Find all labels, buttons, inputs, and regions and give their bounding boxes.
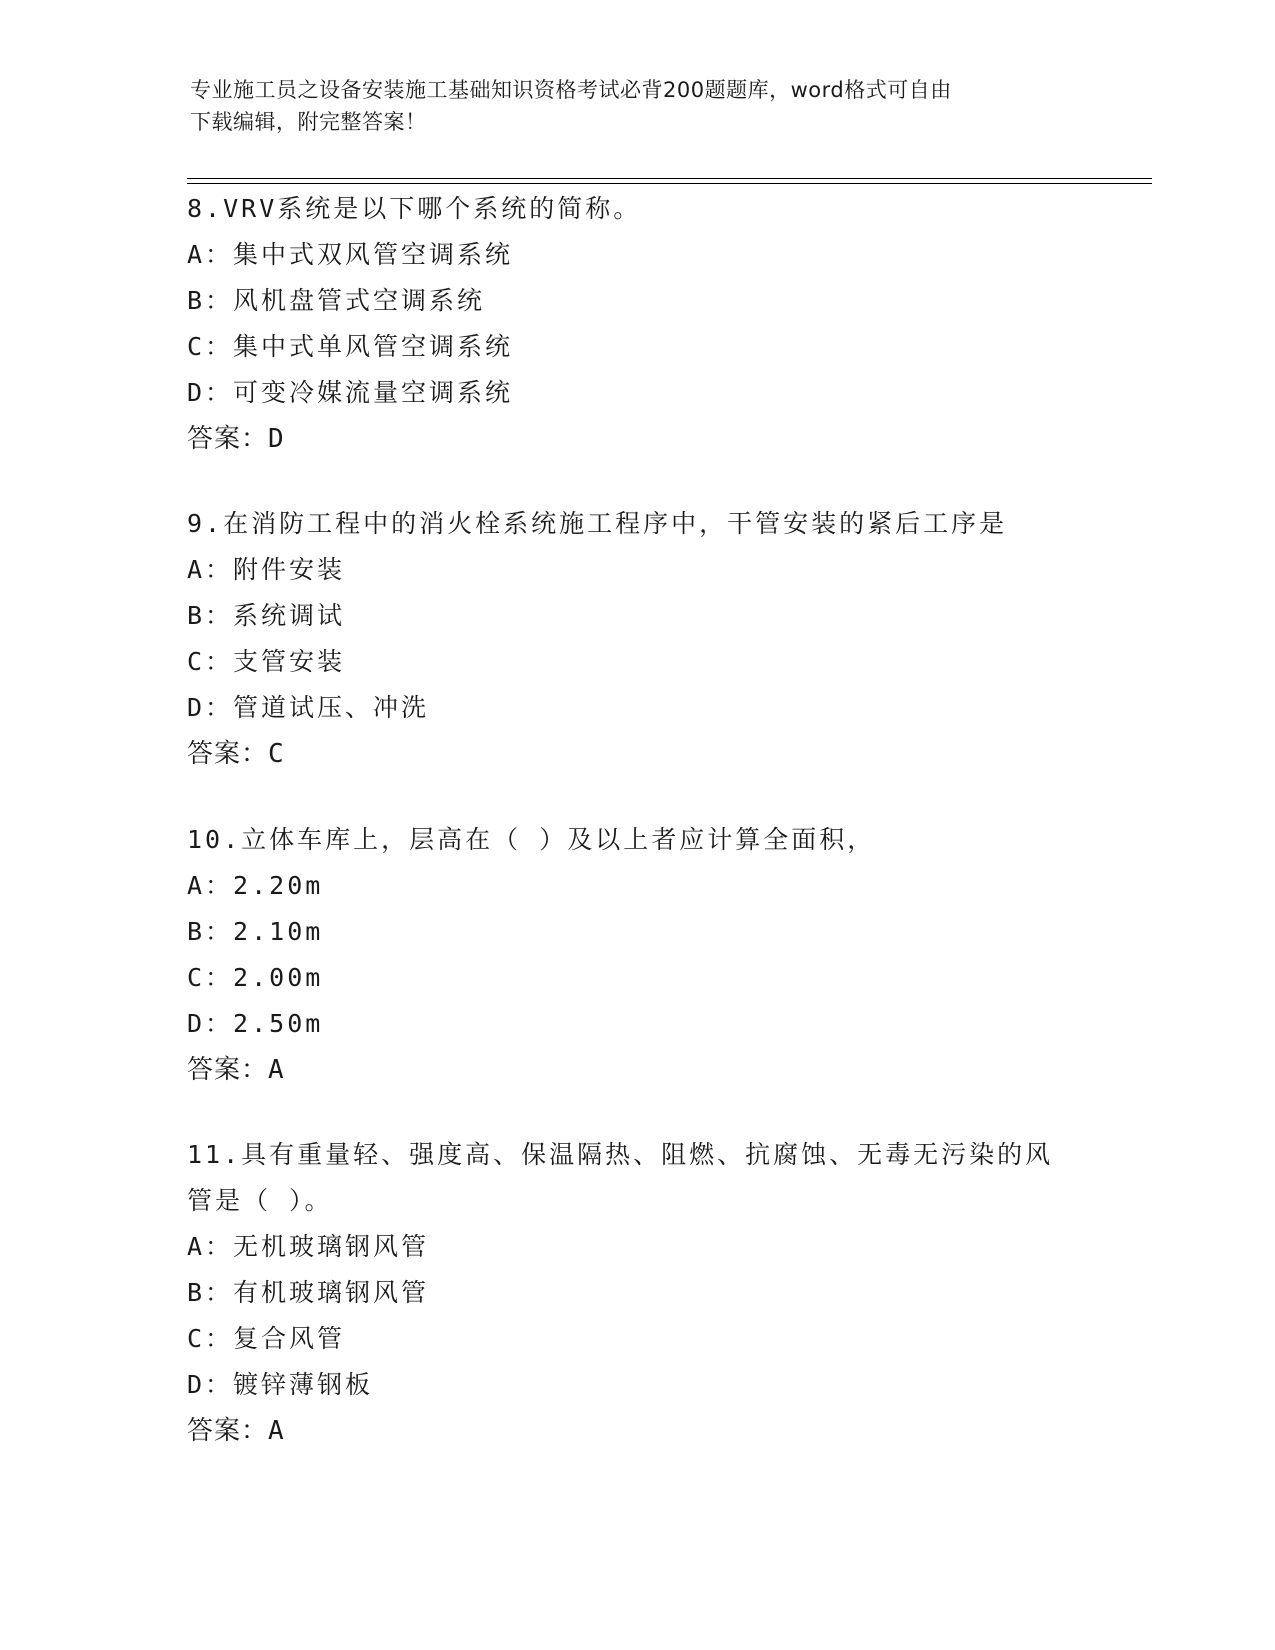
option-d: D：2.50m: [187, 1009, 324, 1038]
question-stem: [187, 817, 1087, 863]
question-stem: [187, 501, 1087, 547]
option-c: C：2.00m: [187, 963, 324, 992]
question-8: [187, 186, 1087, 462]
answer: [187, 1408, 1087, 1454]
header-divider-top: [187, 178, 1152, 179]
option-a: A：集中式双风管空调系统: [187, 240, 514, 269]
question-stem-line: 11.具有重量轻、强度高、保温隔热、阻燃、抗腐蚀、无毒无污染的风: [187, 1140, 1054, 1169]
answer-label: 答案：: [187, 739, 269, 769]
option-d: D：可变冷媒流量空调系统: [187, 378, 514, 407]
option-b: B：风机盘管式空调系统: [187, 286, 486, 315]
question-stem-line: 9.在消防工程中的消火栓系统施工程序中，干管安装的紧后工序是: [187, 509, 1008, 538]
answer-label: 答案：: [187, 1416, 269, 1446]
answer: [187, 1047, 1087, 1093]
question-10: [187, 817, 1087, 1093]
question-stem-line: 8.VRV系统是以下哪个系统的简称。: [187, 194, 642, 223]
option-d: D：镀锌薄钢板: [187, 1370, 374, 1399]
question-stem-line: 管是（ ）。: [187, 1186, 333, 1215]
option-b: B：有机玻璃钢风管: [187, 1278, 430, 1307]
header-line-1: 专业施工员之设备安装施工基础知识资格考试必背200题题库，word格式可自由: [190, 78, 952, 102]
question-stem: [187, 186, 1087, 232]
header-divider-bottom: [187, 183, 1152, 184]
option-b: B：系统调试: [187, 601, 346, 630]
option-b: B：2.10m: [187, 917, 324, 946]
option-c: C：支管安装: [187, 647, 346, 676]
option-a: A：2.20m: [187, 871, 324, 900]
option-c: C：复合风管: [187, 1324, 346, 1353]
option-a: A：附件安装: [187, 555, 346, 584]
question-stem-line: 10.立体车库上，层高在（ ）及以上者应计算全面积，: [187, 825, 876, 854]
answer-value: C: [268, 739, 285, 769]
option-d: D：管道试压、冲洗: [187, 693, 430, 722]
answer-value: D: [268, 424, 285, 454]
answer: [187, 731, 1087, 777]
answer: [187, 416, 1087, 462]
header-line-2: 下载编辑，附完整答案！: [190, 110, 427, 134]
question-9: [187, 501, 1087, 777]
answer-value: A: [268, 1416, 285, 1446]
answer-label: 答案：: [187, 424, 269, 454]
document-header: [190, 74, 1070, 138]
answer-value: A: [268, 1055, 285, 1085]
question-11: [187, 1132, 1087, 1454]
option-c: C：集中式单风管空调系统: [187, 332, 514, 361]
option-a: A：无机玻璃钢风管: [187, 1232, 430, 1261]
question-stem: [187, 1132, 1087, 1224]
answer-label: 答案：: [187, 1055, 269, 1085]
